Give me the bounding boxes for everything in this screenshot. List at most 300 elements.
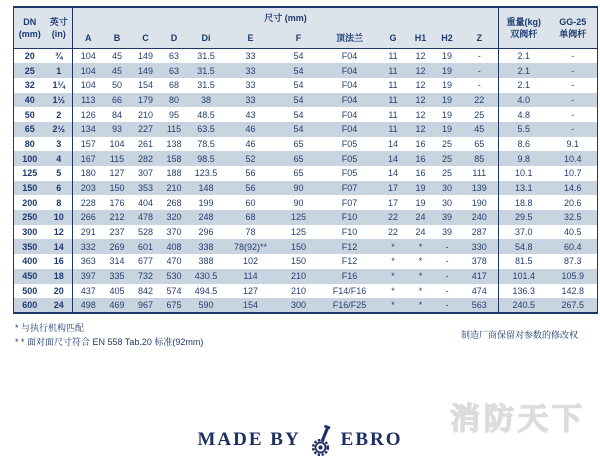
gg25-label: GG-25	[559, 17, 587, 27]
cell: 138	[166, 138, 182, 149]
cell: 127	[242, 285, 259, 296]
cell: 203	[80, 183, 96, 194]
cell: 388	[198, 256, 214, 267]
dim-col-header: H2	[441, 33, 453, 43]
cell: F05	[341, 153, 358, 164]
cell: 4.8	[517, 109, 530, 120]
cell: 30	[441, 197, 452, 208]
cell: 600	[22, 300, 38, 311]
cell: 32.5	[563, 212, 582, 223]
cell: 227	[137, 124, 154, 135]
cell: 14	[387, 153, 398, 164]
cell: 24	[415, 227, 426, 238]
cell: 40.5	[563, 227, 582, 238]
cell: 149	[131, 49, 161, 64]
double-stem-label: 双阀杆	[510, 29, 538, 39]
cell: 10.1	[514, 168, 533, 179]
cell: -	[461, 78, 499, 93]
cell: 314	[109, 256, 125, 267]
cell: 33	[245, 80, 256, 91]
cell: 39	[441, 212, 452, 223]
cell: -	[445, 271, 449, 282]
cell: 125	[290, 227, 307, 238]
cell: 105.9	[561, 271, 585, 282]
cell: 210	[166, 183, 182, 194]
cell: 68	[168, 80, 179, 91]
cell: 104	[80, 80, 96, 91]
cell: 148	[198, 183, 214, 194]
cell: 98.5	[197, 153, 215, 164]
cell: 167	[80, 153, 96, 164]
cell: 39	[441, 227, 452, 238]
cell: 32	[24, 80, 35, 91]
cell: 240.5	[512, 300, 536, 311]
cell: 240	[461, 210, 499, 225]
cell: 266	[80, 212, 96, 223]
cell: 25	[441, 138, 452, 149]
cell: 14	[387, 138, 398, 149]
cell: 19	[441, 124, 452, 135]
cell: 180	[80, 168, 96, 179]
cell: 56	[245, 168, 256, 179]
cell: 469	[109, 300, 125, 311]
cell: 10.4	[563, 153, 582, 164]
cell: 16	[415, 153, 426, 164]
cell: 90	[293, 183, 304, 194]
cell: 405	[109, 285, 125, 296]
cell: 12	[415, 94, 426, 105]
cell: 20.6	[563, 197, 582, 208]
cell: 104	[80, 65, 96, 76]
cell: 11	[379, 49, 408, 64]
cell: 19	[415, 197, 426, 208]
cell: 11	[388, 109, 398, 120]
cell: 16	[46, 254, 73, 269]
cell: 93	[111, 124, 122, 135]
cell: 63.5	[197, 124, 215, 135]
cell: 54	[293, 65, 304, 76]
cell: 78	[245, 227, 256, 238]
cell: 378	[461, 254, 499, 269]
cell: 268	[166, 197, 182, 208]
cell: -	[461, 63, 499, 78]
cell: F16/F25	[332, 300, 367, 311]
table-body	[14, 49, 598, 313]
spec-table-container	[13, 6, 597, 314]
cell: 24	[415, 212, 426, 223]
inch-unit-label: (in)	[51, 29, 66, 39]
cell: 90	[293, 197, 304, 208]
cell: 31.5	[197, 80, 215, 91]
cell: 25	[441, 153, 452, 164]
cell: 574	[166, 285, 182, 296]
cell: 10	[46, 210, 73, 225]
cell: *	[418, 241, 423, 252]
cell: 84	[111, 109, 122, 120]
cell: 12	[46, 225, 73, 240]
cell: 63	[168, 65, 179, 76]
cell: 11	[388, 94, 398, 105]
dim-col-header: D	[170, 33, 178, 43]
cell: F16	[341, 271, 358, 282]
inch-label: 英寸	[49, 17, 68, 27]
cell: 29.5	[514, 212, 533, 223]
cell: F12	[341, 241, 358, 252]
cell: 8.6	[517, 138, 530, 149]
cell: *	[418, 256, 423, 267]
cell: *	[418, 300, 423, 311]
cell: 30	[441, 183, 452, 194]
table-row	[14, 78, 598, 93]
cell: 22	[387, 227, 398, 238]
cell: 22	[461, 93, 499, 108]
cell: 212	[109, 212, 125, 223]
table-row	[14, 254, 598, 269]
cell: 33	[245, 94, 256, 105]
cell: 4	[46, 151, 73, 166]
footnote-actuator: * 与执行机构匹配	[15, 323, 85, 333]
dn-unit-label: (mm)	[18, 29, 41, 39]
cell: 1	[46, 63, 73, 78]
cell: -	[571, 124, 575, 135]
cell: 228	[80, 197, 96, 208]
cell: 5	[46, 166, 73, 181]
cell: 24	[46, 298, 73, 313]
cell: 25	[461, 107, 499, 122]
cell: -	[571, 94, 575, 105]
table-row	[14, 210, 598, 225]
col-header-dn	[14, 7, 46, 49]
cell: 125	[290, 212, 307, 223]
cell: 114	[243, 271, 258, 282]
table-header	[14, 7, 598, 49]
cell: 14	[46, 239, 73, 254]
dn-label: DN	[23, 17, 37, 27]
table-row	[14, 151, 598, 166]
cell: 25	[441, 168, 452, 179]
cell: 12	[415, 124, 426, 135]
dim-col-header: E	[247, 33, 254, 43]
cell: 16	[415, 168, 426, 179]
cell: 123.5	[194, 168, 218, 179]
cell: F12	[341, 256, 358, 267]
cell: 300	[290, 300, 307, 311]
cell: 45	[104, 49, 131, 64]
cell: 590	[198, 300, 214, 311]
cell: 100	[22, 153, 38, 164]
cell: F05	[341, 138, 358, 149]
cell: 1¼	[46, 78, 73, 93]
cell: 12	[415, 109, 426, 120]
cell: 1½	[46, 93, 73, 108]
cell: F10	[341, 227, 358, 238]
cell: 363	[80, 256, 96, 267]
cell: 45	[111, 65, 122, 76]
cell: 530	[166, 271, 182, 282]
dim-col-header: B	[113, 33, 121, 43]
cell: F07	[341, 197, 358, 208]
cell: 48.5	[197, 109, 215, 120]
cell: 43	[245, 109, 256, 120]
cell: 54.8	[514, 241, 533, 252]
table-row	[14, 239, 598, 254]
cell: *	[418, 271, 423, 282]
cell: 269	[109, 241, 125, 252]
cell: 68	[245, 212, 256, 223]
made-by-label: MADE BY	[197, 429, 301, 450]
cell: 437	[80, 285, 96, 296]
table-row	[14, 93, 598, 108]
cell: 335	[109, 271, 125, 282]
cell: 248	[198, 212, 214, 223]
cell: 188	[166, 168, 182, 179]
cell: *	[418, 285, 423, 296]
table-row	[14, 181, 598, 196]
table-row	[14, 298, 598, 313]
valve-dimension-table	[13, 6, 598, 314]
table-row	[14, 49, 598, 64]
cell: 338	[198, 241, 214, 252]
cell: 470	[166, 256, 182, 267]
cell: 494.5	[194, 285, 218, 296]
cell: 50	[24, 109, 35, 120]
cell: 65	[293, 138, 304, 149]
cell: 46	[245, 138, 256, 149]
cell: 80	[24, 138, 35, 149]
cell: 9.1	[566, 138, 579, 149]
cell: 350	[22, 241, 38, 252]
cell: 675	[166, 300, 182, 311]
cell: 37.0	[514, 227, 533, 238]
cell: 60.4	[563, 241, 582, 252]
table-row	[14, 107, 598, 122]
cell: 19	[434, 49, 461, 64]
cell: 450	[22, 271, 38, 282]
cell: *	[391, 285, 395, 296]
cell: 22	[387, 212, 398, 223]
cell: 150	[290, 241, 307, 252]
dim-col-header: G	[389, 33, 397, 43]
cell: 732	[137, 271, 154, 282]
cell: 8	[46, 195, 73, 210]
dim-col-header: C	[142, 33, 149, 43]
cell: -	[445, 241, 449, 252]
cell: 142.8	[561, 285, 585, 296]
cell: 332	[80, 241, 96, 252]
cell: 19	[441, 94, 452, 105]
cell: 200	[22, 197, 38, 208]
cell: 500	[22, 285, 38, 296]
cell: 18.8	[514, 197, 533, 208]
cell: 126	[80, 109, 96, 120]
cell: 19	[441, 80, 452, 91]
cell: 400	[22, 256, 38, 267]
cell: 46	[245, 124, 256, 135]
cell: 370	[166, 227, 182, 238]
cell: 81.5	[514, 256, 533, 267]
cell: F04	[341, 109, 358, 120]
cell: 150	[290, 256, 307, 267]
cell: 404	[137, 197, 154, 208]
cell: 150	[22, 183, 38, 194]
cell: 9.8	[517, 153, 530, 164]
footnotes	[15, 321, 203, 349]
cell: 54	[293, 109, 304, 120]
cell: 397	[80, 271, 96, 282]
cell: F05	[341, 168, 358, 179]
cell: 157	[80, 138, 96, 149]
cell: -	[571, 80, 575, 91]
table-row	[14, 284, 598, 299]
cell: 54	[293, 80, 304, 91]
cell: 31.5	[197, 65, 215, 76]
size-group-header: 尺寸 (mm)	[73, 7, 499, 28]
cell: 113	[81, 94, 96, 105]
cell: 967	[137, 300, 154, 311]
dim-col-header: A	[85, 33, 92, 43]
cell: -	[461, 49, 499, 64]
cell: 4.0	[517, 94, 530, 105]
table-row	[14, 166, 598, 181]
cell: 210	[290, 271, 307, 282]
cell: F07	[341, 183, 358, 194]
cell: F14/F16	[332, 285, 367, 296]
cell: *	[391, 271, 395, 282]
cell: 199	[198, 197, 214, 208]
footnote-en558: * * 面对面尺寸符合 EN 558 Tab.20 标准(92mm)	[15, 337, 204, 347]
cell: 11	[388, 65, 398, 76]
cell: 291	[80, 227, 96, 238]
cell: 17	[387, 183, 398, 194]
cell: 12	[415, 80, 426, 91]
cell: 154	[242, 300, 259, 311]
footer-brand	[0, 424, 600, 456]
cell: 10.7	[563, 168, 582, 179]
cell: 54	[277, 49, 321, 64]
cell: 408	[166, 241, 182, 252]
cell: 478	[137, 212, 154, 223]
cell: 65	[293, 153, 304, 164]
cell: 40	[24, 94, 35, 105]
cell: -	[445, 285, 449, 296]
cell: 87.3	[563, 256, 582, 267]
cell: 307	[137, 168, 154, 179]
cell: 14.6	[563, 183, 582, 194]
cell: 11	[388, 80, 398, 91]
cell: F04	[341, 94, 358, 105]
watermark-text: 消防天下	[450, 403, 586, 436]
cell: 20	[14, 49, 46, 64]
cell: 287	[461, 225, 499, 240]
cell: 210	[290, 285, 307, 296]
cell: 139	[461, 181, 499, 196]
cell: 66	[111, 94, 122, 105]
cell: 127	[109, 168, 125, 179]
manufacturer-rights-note: 制造厂商保留对参数的修改权	[460, 330, 578, 340]
cell: F04	[321, 49, 379, 64]
cell: 85	[461, 151, 499, 166]
cell: 50	[111, 80, 122, 91]
cell: 261	[137, 138, 154, 149]
cell: *	[391, 241, 395, 252]
cell: 2.1	[499, 49, 549, 64]
cell: 19	[441, 65, 452, 76]
cell: 115	[109, 153, 125, 164]
cell: 52	[245, 153, 256, 164]
cell: 158	[166, 153, 182, 164]
cell: 33	[245, 65, 256, 76]
cell: 12	[415, 65, 426, 76]
cell: 45	[461, 122, 499, 137]
cell: F04	[341, 124, 358, 135]
cell: 149	[137, 65, 154, 76]
cell: 179	[137, 94, 154, 105]
dim-col-header: Z	[461, 28, 499, 49]
cell: 150	[109, 183, 125, 194]
cell: 134	[80, 124, 96, 135]
cell: 125	[22, 168, 38, 179]
cell: 250	[22, 212, 38, 223]
cell: 18	[46, 269, 73, 284]
cell: ¾	[46, 49, 73, 64]
cell: 16	[415, 138, 426, 149]
cell: *	[391, 256, 395, 267]
cell: 78(92)**	[233, 241, 268, 252]
cell: 102	[242, 256, 259, 267]
weight-label: 重量(kg)	[506, 17, 541, 27]
cell: F10	[341, 212, 358, 223]
table-row	[14, 269, 598, 284]
cell: 54	[293, 124, 304, 135]
cell: 842	[137, 285, 154, 296]
col-header-gg25	[549, 7, 598, 49]
table-row	[14, 63, 598, 78]
cell: 176	[109, 197, 125, 208]
cell: -	[571, 65, 575, 76]
table-row	[14, 225, 598, 240]
cell: 2.1	[517, 65, 530, 76]
cell: 417	[461, 269, 499, 284]
cell: 78.5	[197, 138, 215, 149]
cell: 60	[245, 197, 256, 208]
cell: 267.5	[561, 300, 585, 311]
cell: 65	[24, 124, 35, 135]
cell: 63	[161, 49, 188, 64]
cell: -	[549, 49, 598, 64]
cell: 154	[137, 80, 154, 91]
cell: 3	[46, 137, 73, 152]
cell: 11	[388, 124, 398, 135]
cell: 300	[22, 227, 38, 238]
cell: 2.1	[517, 80, 530, 91]
cell: 282	[137, 153, 154, 164]
cell: 136.3	[512, 285, 536, 296]
col-header-inch	[46, 7, 73, 49]
table-row	[14, 195, 598, 210]
cell: 563	[461, 298, 499, 313]
dim-col-header: H1	[414, 33, 427, 43]
cell: 20	[46, 284, 73, 299]
cell: *	[391, 300, 395, 311]
brand-name-label: EBRO	[340, 429, 403, 450]
dim-col-header: F	[295, 33, 302, 43]
cell: 33	[225, 49, 277, 64]
ebro-valve-logo-icon	[310, 424, 332, 456]
cell: 17	[387, 197, 398, 208]
cell: 104	[73, 49, 104, 64]
cell: 296	[198, 227, 214, 238]
cell: 95	[168, 109, 179, 120]
